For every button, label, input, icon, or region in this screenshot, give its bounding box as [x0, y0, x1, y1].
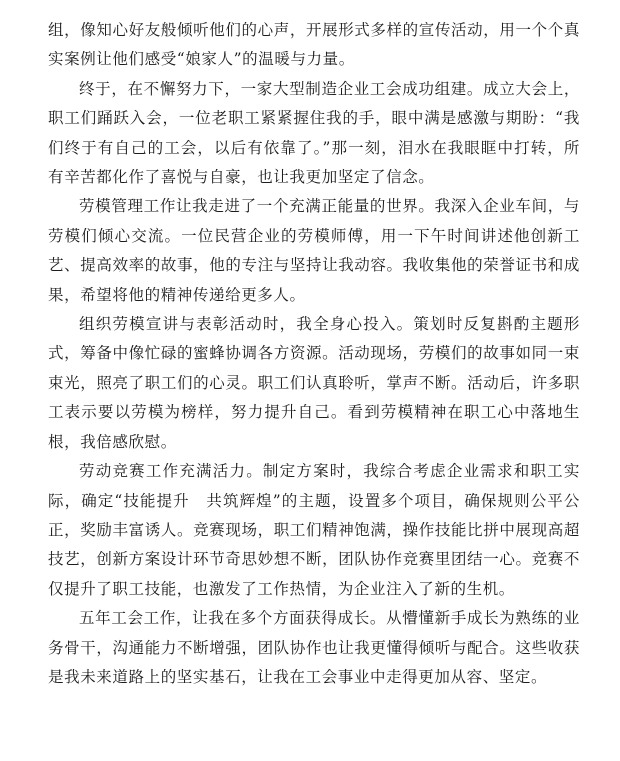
paragraph-3: 劳模管理工作让我走进了一个充满正能量的世界。我深入企业车间，与劳模们倾心交流。一位民营企业的劳模师傅，用一下午时间讲述他创新工艺、提高效率的故事，他的专注与坚持让我动容。我收集他的荣誉证书和成果，希望将他的精神传递给更多人。	[48, 197, 580, 304]
paragraph-6: 五年工会工作，让我在多个方面获得成长。从懵懂新手成长为熟练的业务骨干，沟通能力不断增强，团队协作也让我更懂得倾听与配合。这些收获是我未来道路上的坚实基石，让我在工会事业中走得更加从容、坚定。	[48, 609, 580, 686]
paragraph-4: 组织劳模宣讲与表彰活动时，我全身心投入。策划时反复斟酌主题形式，筹备中像忙碌的蜜蜂协调各方资源。活动现场，劳模们的故事如同一束束光，照亮了职工们的心灵。职工们认真聆听，掌声不断。活动后，许多职工表示要以劳模为榜样，努力提升自己。看到劳模精神在职工心中落地生根，我倍感欣慰。	[48, 315, 580, 451]
paragraph-5: 劳动竞赛工作充满活力。制定方案时，我综合考虑企业需求和职工实际，确定“技能提升 共筑辉煌”的主题，设置多个项目，确保规则公平公正，奖励丰富诱人。竞赛现场，职工们精神饱满，操作技能比拼中展现高超技艺，创新方案设计环节奇思妙想不断，团队协作竞赛里团结一心。竞赛不仅提升了职工技能，也激发了工作热情，为企业注入了新的生机。	[48, 462, 580, 598]
paragraph-2: 终于，在不懈努力下，一家大型制造企业工会成功组建。成立大会上，职工们踊跃入会，一位老职工紧紧握住我的手，眼中满是感激与期盼：“我们终于有自己的工会，以后有依靠了。”那一刻，泪水在我眼眶中打转，所有辛苦都化作了喜悦与自豪，也让我更加坚定了信念。	[48, 79, 580, 187]
paragraph-1: 组，像知心好友般倾听他们的心声，开展形式多样的宣传活动，用一个个真实案例让他们感受“娘家人”的温暖与力量。	[48, 21, 580, 69]
